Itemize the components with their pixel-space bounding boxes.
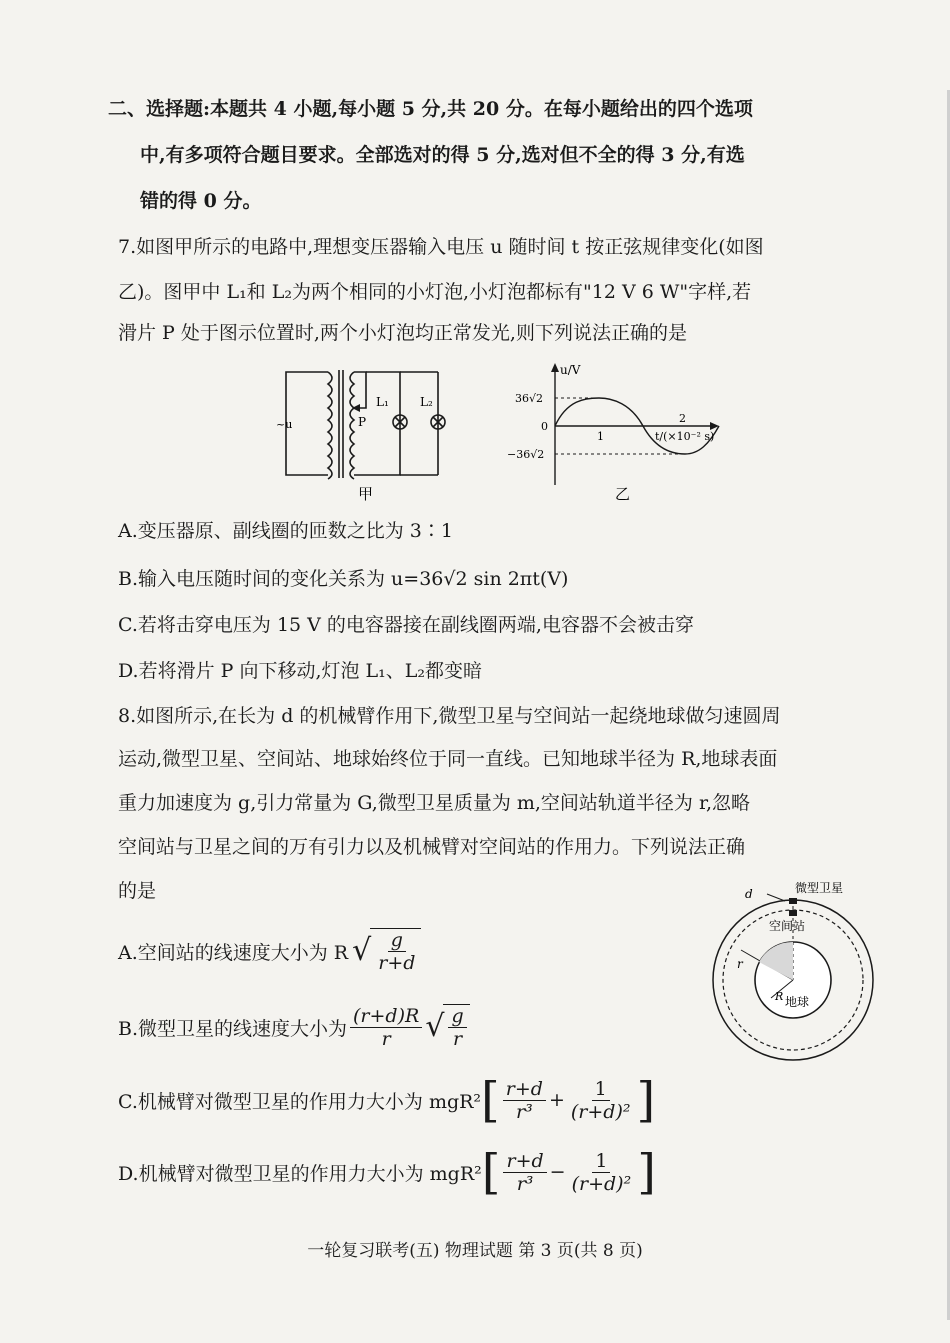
q8-option-d-frac2-den: (r+d)² — [571, 1172, 632, 1195]
q8-option-c-frac1-num: r+d — [503, 1078, 546, 1101]
q7-stem-line2: 乙)。图甲中 L₁和 L₂为两个相同的小灯泡,小灯泡都标有"12 V 6 W"字样,若 — [118, 281, 752, 303]
page-footer: 一轮复习联考(五) 物理试题 第 3 页(共 8 页) — [307, 1241, 643, 1261]
q8-earth-label: 地球 — [785, 995, 810, 1009]
q8-option-c-frac2-den: (r+d)² — [570, 1100, 631, 1123]
q8-option-a-text: A.空间站的线速度大小为 R — [118, 941, 349, 964]
q7-graph-t1: 1 — [597, 430, 604, 443]
q8-option-d: D.机械臂对微型卫星的作用力大小为 mgR² [ $\frac{r+d}{\text{r³}}$ − $\frac{1}{\text{(r+d)²}}$ ] — [118, 1144, 656, 1200]
q7-fig-a-caption: 甲 — [358, 485, 374, 503]
q7-option-d: D.若将滑片 P 向下移动,灯泡 L₁、L₂都变暗 — [118, 660, 483, 682]
q7-graph-top-label: 36√2 — [515, 392, 544, 405]
section-heading-line1: 二、选择题:本题共 4 小题,每小题 5 分,共 20 分。在每小题给出的四个选项 — [108, 98, 753, 120]
q8-earth-R-label: R — [775, 990, 784, 1003]
q8-stem-line5: 的是 — [118, 880, 157, 902]
q8-option-d-frac1-num: r+d — [503, 1150, 546, 1173]
q8-option-a-num: g — [388, 929, 406, 952]
q8-stem-line3: 重力加速度为 g,引力常量为 G,微型卫星质量为 m,空间站轨道半径为 r,忽略 — [118, 792, 750, 814]
q8-d-label: d — [745, 887, 753, 901]
q8-stem-line4: 空间站与卫星之间的万有引力以及机械臂对空间站的作用力。下列说法正确 — [118, 836, 746, 858]
q8-option-c-text: C.机械臂对微型卫星的作用力大小为 mgR² — [118, 1090, 482, 1113]
q7-circuit-diagram — [270, 360, 460, 505]
q8-option-b-den: r — [381, 1027, 391, 1050]
q7-p-label: P — [358, 415, 367, 429]
q8-option-c-frac2-num: 1 — [592, 1078, 610, 1101]
q8-option-c-operator: + — [548, 1089, 565, 1111]
q8-option-a-den: r+d — [378, 952, 416, 974]
q8-stem-line1: 8.如图所示,在长为 d 的机械臂作用下,微型卫星与空间站一起绕地球做匀速圆周 — [118, 705, 781, 727]
q8-option-c-frac1-den: r³ — [516, 1100, 533, 1123]
q8-option-d-frac1-den: r³ — [516, 1172, 534, 1195]
q7-option-b: B.输入电压随时间的变化关系为 u=36√2 sin 2πt(V) — [118, 568, 569, 590]
q7-graph-y-axis: u/V — [560, 363, 581, 377]
q7-graph-zero: 0 — [541, 420, 548, 433]
q7-option-c: C.若将击穿电压为 15 V 的电容器接在副线圈两端,电容器不会被击穿 — [118, 614, 694, 636]
q8-option-d-frac2-num: 1 — [592, 1150, 610, 1173]
q7-stem-line3: 滑片 P 处于图示位置时,两个小灯泡均正常发光,则下列说法正确的是 — [118, 322, 687, 344]
q8-option-c: C.机械臂对微型卫星的作用力大小为 mgR² [ $\frac{r+d}{\text{r³}}$ + $\frac{1}{\text{(r+d)²}}$ ] — [118, 1072, 656, 1128]
q7-graph-t2: 2 — [679, 412, 686, 425]
q8-satellite-label: 微型卫星 — [795, 881, 844, 895]
q8-orbit-diagram — [705, 870, 885, 1070]
section-heading-line2: 中,有多项符合题目要求。全部选对的得 5 分,选对但不全的得 3 分,有选 — [140, 144, 745, 166]
q8-option-b-sden: r — [452, 1028, 463, 1050]
q7-l2-label: L₂ — [420, 395, 433, 409]
q8-option-b-sqrt: √ $\frac{g}{r}$ — [425, 1004, 469, 1050]
q7-fig-b-caption: 乙 — [615, 485, 631, 503]
q7-graph-x-axis: t/(×10⁻² s) — [655, 430, 715, 443]
q8-station-label: 空间站 — [769, 919, 806, 933]
q7-l1-label: L₁ — [376, 395, 389, 409]
section-heading-line3: 错的得 0 分。 — [140, 190, 262, 212]
q8-option-a — [118, 928, 421, 974]
q7-u-label: ~u — [276, 418, 293, 431]
q8-option-d-operator: − — [549, 1161, 566, 1183]
q8-option-b-text: B.微型卫星的线速度大小为 — [118, 1017, 348, 1040]
q8-option-b-snum: g — [448, 1005, 466, 1028]
q8-option-d-text: D.机械臂对微型卫星的作用力大小为 mgR² — [118, 1162, 482, 1185]
q8-option-b — [118, 1004, 470, 1050]
q7-option-a: A.变压器原、副线圈的匝数之比为 3∶1 — [118, 520, 453, 542]
q8-option-b-num: (r+d)R — [350, 1005, 422, 1028]
q7-stem-line1: 7.如图甲所示的电路中,理想变压器输入电压 u 随时间 t 按正弦规律变化(如图 — [118, 236, 764, 258]
q8-option-a-sqrt: √ $\frac{g}{r+d}$ — [352, 928, 421, 974]
q8-r-label: r — [737, 957, 743, 971]
q7-graph-bottom-label: −36√2 — [507, 448, 545, 461]
q7-voltage-graph — [505, 360, 750, 505]
q8-stem-line2: 运动,微型卫星、空间站、地球始终位于同一直线。已知地球半径为 R,地球表面 — [118, 748, 778, 770]
